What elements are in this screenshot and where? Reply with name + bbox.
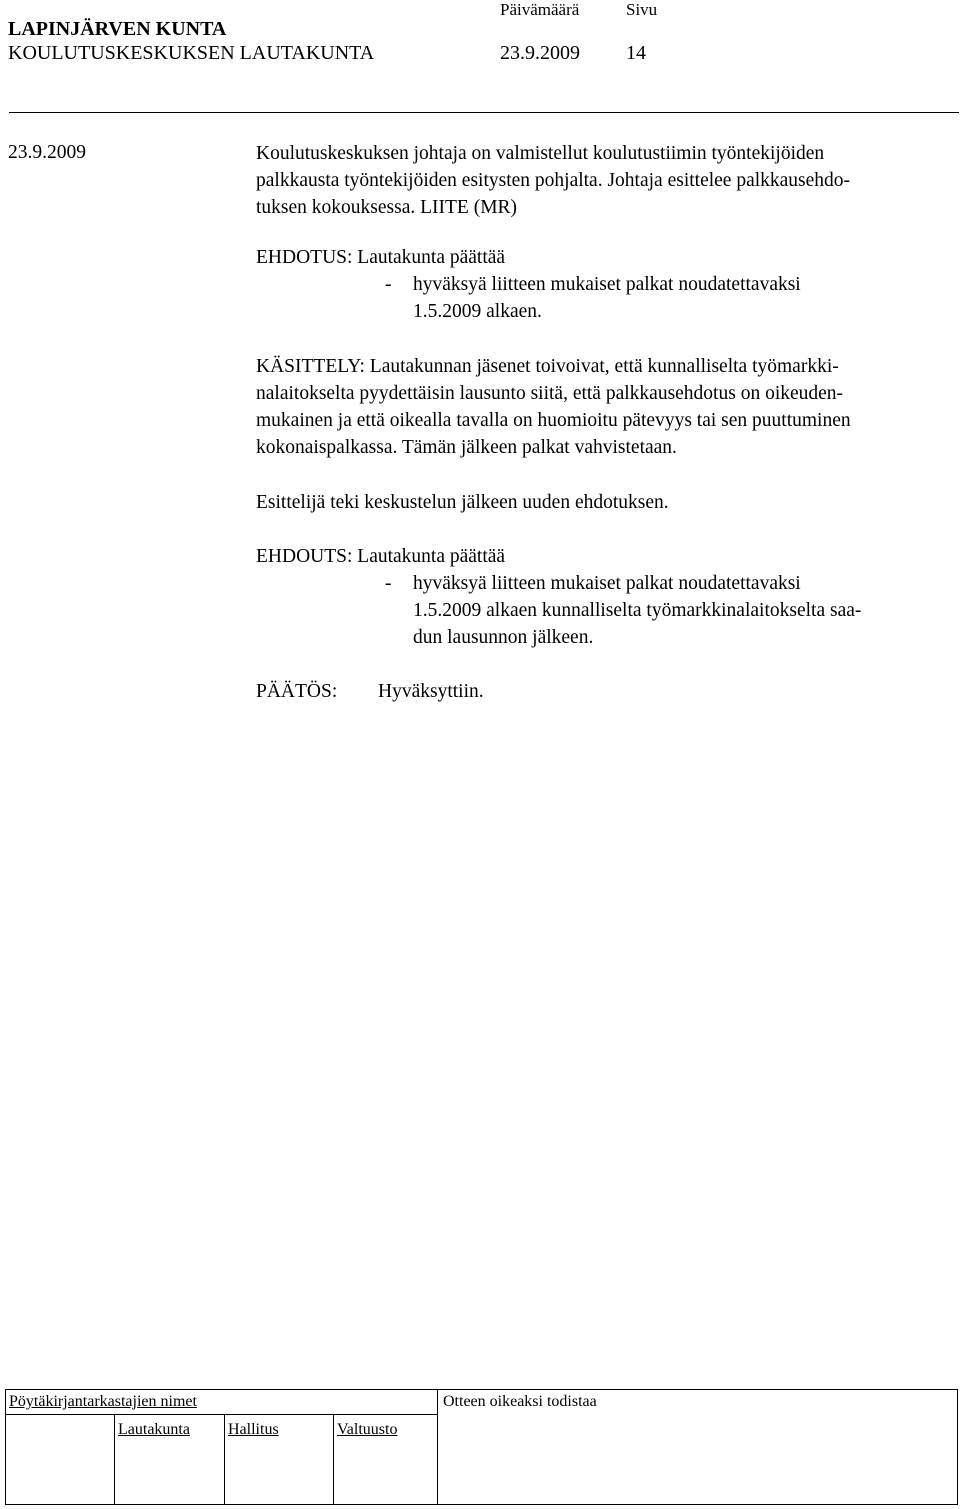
footer-divider bbox=[224, 1415, 225, 1505]
checkers-label: Pöytäkirjantarkastajien nimet bbox=[9, 1393, 197, 1410]
section-date: 23.9.2009 bbox=[8, 142, 86, 163]
page-number: 14 bbox=[626, 42, 646, 64]
body-name: KOULUTUSKESKUKSEN LAUTAKUNTA bbox=[8, 42, 375, 64]
proposal-2-label: EHDOUTS: Lautakunta päättää bbox=[256, 546, 506, 567]
date-label: Päivämäärä bbox=[500, 0, 580, 19]
intro-paragraph bbox=[256, 140, 956, 221]
proposal-2-item-line: dun lausunnon jälkeen. bbox=[413, 627, 594, 648]
proposal-1-dash: - bbox=[385, 274, 392, 295]
proposal-2-item-line: hyväksyä liitteen mukaiset palkat noudatettavaksi bbox=[413, 573, 801, 594]
organization-name: LAPINJÄRVEN KUNTA bbox=[8, 18, 227, 40]
body-hallitus: Hallitus bbox=[228, 1421, 279, 1438]
intro-line: tuksen kokouksessa. LIITE (MR) bbox=[256, 197, 518, 218]
intro-line: palkkausta työntekijöiden esitysten pohjalta. Johtaja esittelee palkkausehdo- bbox=[256, 170, 851, 191]
footer-divider bbox=[437, 1390, 438, 1504]
proposal-1-item-line: hyväksyä liitteen mukaiset palkat noudatettavaksi bbox=[413, 274, 801, 295]
body-valtuusto: Valtuusto bbox=[337, 1421, 398, 1438]
handling-paragraph bbox=[256, 353, 956, 461]
handling-line: KÄSITTELY: Lautakunnan jäsenet toivoivat, että kunnalliselta työmarkki- bbox=[256, 356, 839, 377]
page-label: Sivu bbox=[626, 0, 658, 19]
proposal-2-dash: - bbox=[385, 573, 392, 594]
decision-value: Hyväksyttiin. bbox=[378, 681, 484, 702]
signature-row bbox=[6, 1414, 437, 1505]
presenter-note: Esittelijä teki keskustelun jälkeen uuden ehdotuksen. bbox=[256, 492, 669, 513]
proposal-1-item-line: 1.5.2009 alkaen. bbox=[413, 301, 542, 322]
header-rule bbox=[9, 112, 959, 113]
proposal-1-label: EHDOTUS: Lautakunta päättää bbox=[256, 247, 506, 268]
footer-divider bbox=[114, 1415, 115, 1505]
decision-label: PÄÄTÖS: bbox=[256, 681, 338, 702]
body-lautakunta: Lautakunta bbox=[118, 1421, 190, 1438]
handling-line: mukainen ja että oikealla tavalla on huomioitu pätevyys tai sen puuttuminen bbox=[256, 410, 851, 431]
proposal-2-item-line: 1.5.2009 alkaen kunnalliselta työmarkkinalaitokselta saa- bbox=[413, 600, 862, 621]
header-date: 23.9.2009 bbox=[500, 42, 580, 64]
handling-line: kokonaispalkassa. Tämän jälkeen palkat vahvistetaan. bbox=[256, 437, 677, 458]
certified-label: Otteen oikeaksi todistaa bbox=[443, 1393, 597, 1410]
footer-box bbox=[5, 1389, 958, 1505]
handling-line: nalaitokselta pyydettäisin lausunto siitä, että palkkausehdotus on oikeuden- bbox=[256, 383, 844, 404]
intro-line: Koulutuskeskuksen johtaja on valmistellut koulutustiimin työntekijöiden bbox=[256, 143, 825, 164]
footer-divider bbox=[333, 1415, 334, 1505]
